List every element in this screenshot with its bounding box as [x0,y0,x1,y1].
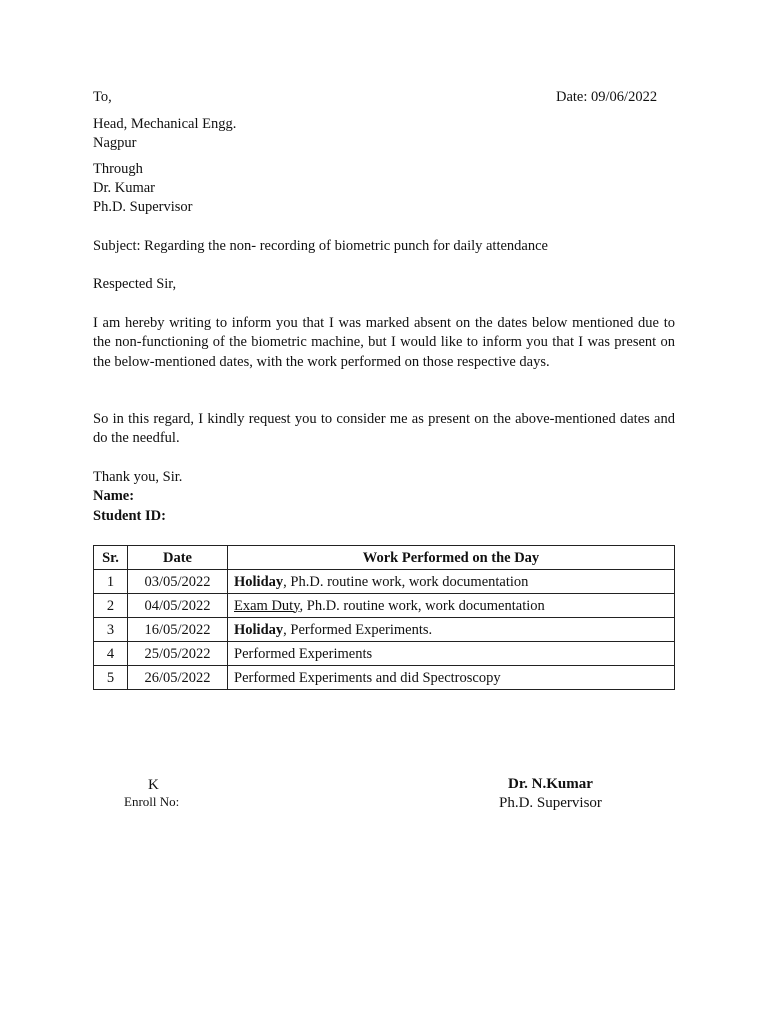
table-row [94,666,675,690]
header-date: Date [128,546,228,570]
row-work: Holiday, Performed Experiments. [228,618,675,642]
header-work: Work Performed on the Day [228,546,675,570]
row-date: 25/05/2022 [128,642,228,666]
row-date: 04/05/2022 [128,594,228,618]
supervisor-name: Dr. N.Kumar [508,776,593,792]
recipient-title: Head, Mechanical Engg. [93,116,237,132]
row-date: 16/05/2022 [128,618,228,642]
body-paragraph-1: I am hereby writing to inform you that I was marked absent on the dates below mentioned due to the non-functioning of the biometric machine, but I would like to inform you that I was present on the below-mentioned dates, with the work performed on those respective days. [93,315,675,370]
supervisor-title: Ph.D. Supervisor [499,795,602,811]
row-sr: 4 [94,642,128,666]
student-initial: K [148,777,159,793]
work-table [93,545,675,690]
letter-page [93,0,675,1024]
through-title: Ph.D. Supervisor [93,199,193,215]
row-date: 26/05/2022 [128,666,228,690]
row-work: Holiday, Ph.D. routine work, work documentation [228,570,675,594]
table-row [94,618,675,642]
name-label: Name: [93,488,135,504]
subject-line: Subject: Regarding the non- recording of biometric punch for daily attendance [93,238,548,254]
row-date: 03/05/2022 [128,570,228,594]
to-line: To, [93,89,112,105]
row-sr: 5 [94,666,128,690]
student-id-label: Student ID: [93,508,166,524]
table-row [94,594,675,618]
row-sr: 3 [94,618,128,642]
row-work: Performed Experiments and did Spectroscopy [228,666,675,690]
closing-line: Thank you, Sir. [93,469,183,485]
through-name: Dr. Kumar [93,180,156,196]
table-row [94,570,675,594]
salutation: Respected Sir, [93,276,177,292]
table-header-row [94,546,675,570]
enroll-label: Enroll No: [124,794,180,809]
header-sr: Sr. [94,546,128,570]
row-work: Exam Duty, Ph.D. routine work, work documentation [228,594,675,618]
row-work: Performed Experiments [228,642,675,666]
row-sr: 2 [94,594,128,618]
recipient-city: Nagpur [93,135,137,151]
table-row [94,642,675,666]
body-paragraph-2: So in this regard, I kindly request you to consider me as present on the above-mentioned dates and do the needful. [93,411,675,447]
through-label: Through [93,161,143,177]
letter-date: Date: 09/06/2022 [556,89,658,105]
row-sr: 1 [94,570,128,594]
